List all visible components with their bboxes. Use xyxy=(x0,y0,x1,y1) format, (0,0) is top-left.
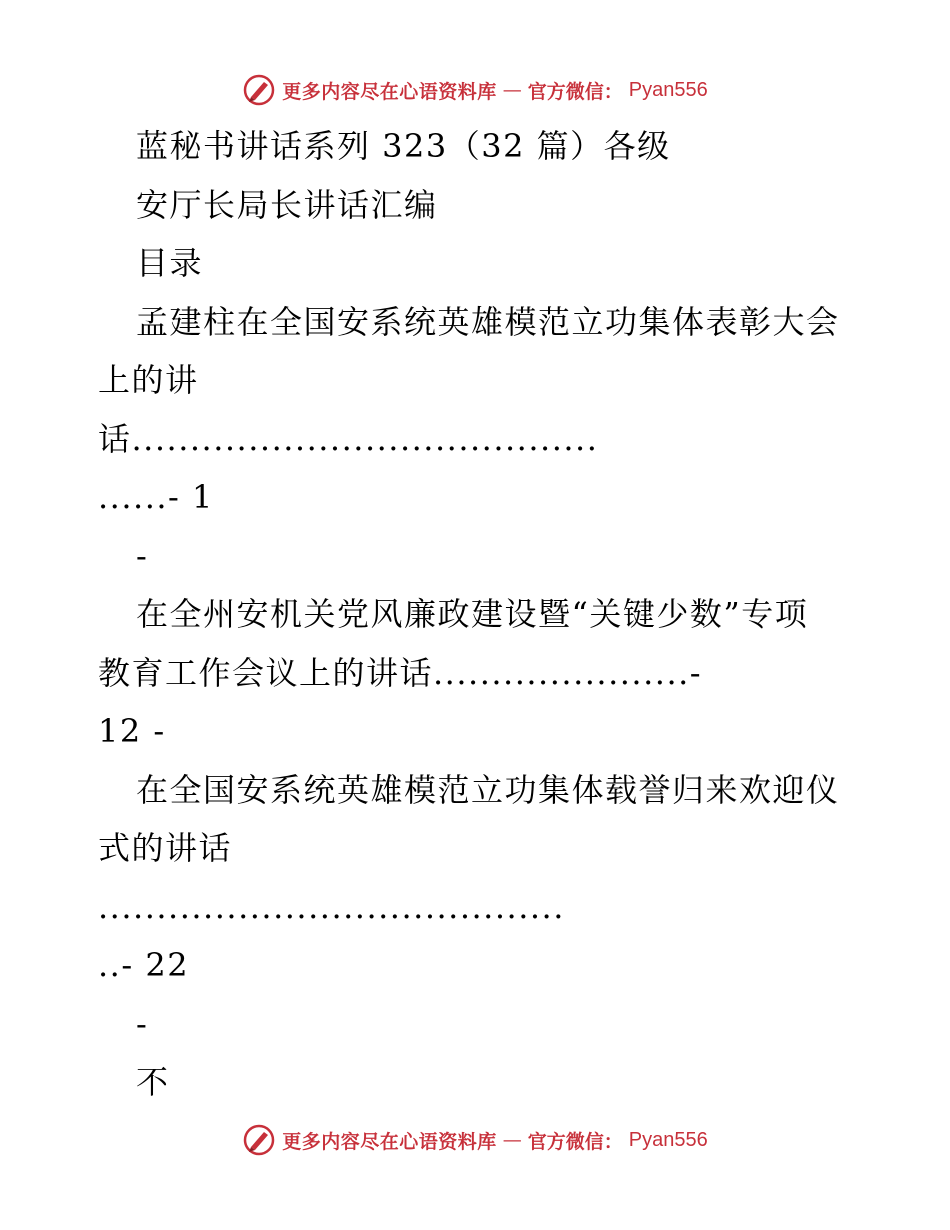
toc-entry-2-page: 12 - xyxy=(98,712,166,750)
footer-wechat-id: Pyan556 xyxy=(628,1128,708,1151)
doc-title-line-1: 蓝秘书讲话系列 323（32 篇）各级 xyxy=(136,127,671,165)
banner-wechat-label: 官方微信： xyxy=(527,80,623,103)
toc-entry-4-line-1: 不 xyxy=(136,1063,170,1101)
pen-logo-icon xyxy=(242,73,276,107)
toc-entry-2-line-1: 在全州安机关党风廉政建设暨“关键少数”专项 xyxy=(136,595,809,633)
doc-title-line-2: 安厅长局长讲话汇编 xyxy=(136,185,438,224)
toc-entry-1-line-3: 话........................................ xyxy=(98,419,599,458)
banner-wechat-id: Pyan556 xyxy=(628,78,708,101)
footer-slogan: 更多内容尽在心语资料库 xyxy=(282,1130,497,1153)
document-body xyxy=(98,117,858,1112)
toc-entry-3-dash: - xyxy=(136,1004,149,1043)
toc-entry-1-line-1: 孟建柱在全国安系统英雄模范立功集体表彰大会 xyxy=(136,302,840,341)
toc-heading: 目录 xyxy=(136,244,204,282)
toc-entry-1-line-2: 上的讲 xyxy=(98,361,199,399)
toc-entry-1-page: ......- 1 xyxy=(98,478,214,516)
pen-logo-icon xyxy=(242,1123,276,1157)
toc-entry-1-dash: - xyxy=(136,536,149,575)
toc-entry-2-line-2: 教育工作会议上的讲话......................- xyxy=(98,653,703,692)
footer-wechat-label: 官方微信： xyxy=(527,1130,623,1153)
toc-entry-3-line-2: 式的讲话 xyxy=(98,829,233,867)
footer-separator: — xyxy=(502,1129,522,1151)
footer-banner xyxy=(0,1120,950,1160)
banner-slogan: 更多内容尽在心语资料库 xyxy=(282,80,497,103)
toc-entry-3-page: ..- 22 xyxy=(98,946,190,984)
banner-separator: — xyxy=(502,79,522,101)
toc-entry-3-leader: ........................................ xyxy=(98,887,565,926)
toc-entry-3-line-1: 在全国安系统英雄模范立功集体载誉归来欢迎仪 xyxy=(136,770,840,809)
header-banner xyxy=(0,70,950,110)
